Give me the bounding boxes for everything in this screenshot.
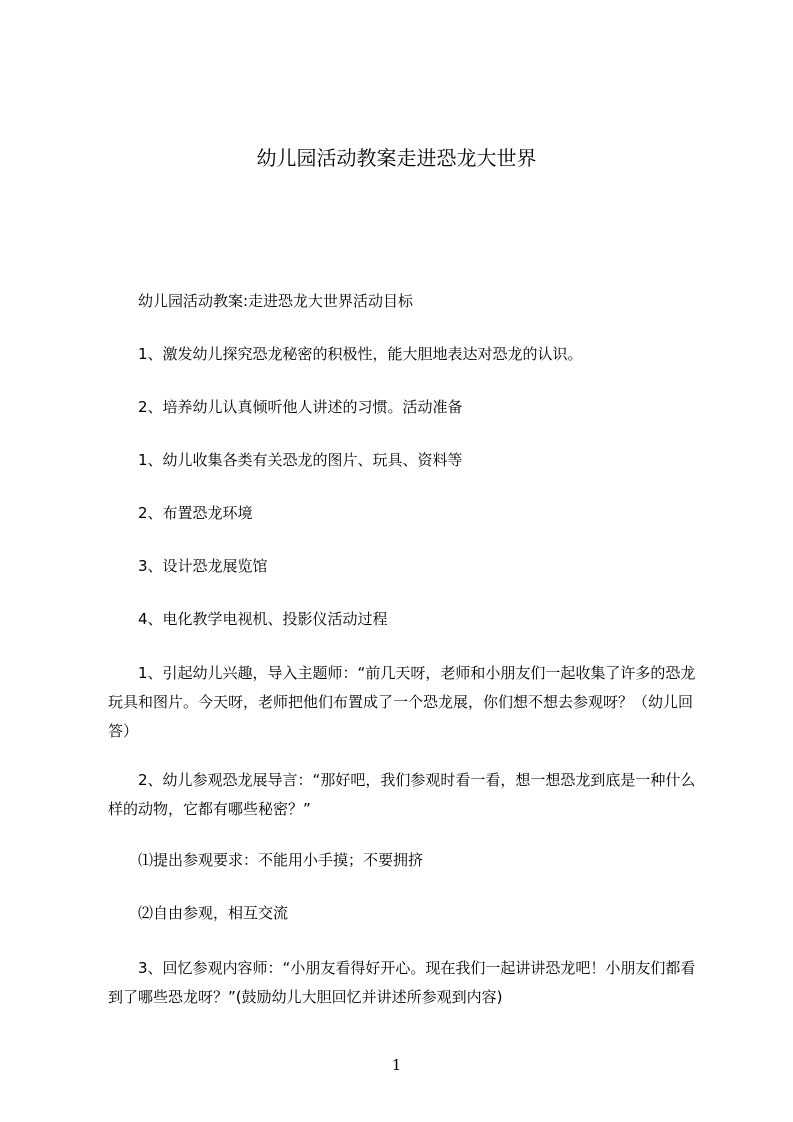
paragraph-prep-4: 4、电化教学电视机、投影仪活动过程: [138, 610, 388, 628]
paragraph-visit-rules: ⑴提出参观要求：不能用小手摸；不要拥挤: [138, 851, 424, 869]
paragraph-prep-2: 2、布置恐龙环境: [138, 504, 253, 522]
paragraph-objective-1: 1、激发幼儿探究恐龙秘密的积极性，能大胆地表达对恐龙的认识。: [138, 345, 583, 363]
paragraph-free-visit: ⑵自由参观，相互交流: [138, 904, 289, 922]
document-title: 幼儿园活动教案走进恐龙大世界: [256, 146, 537, 170]
paragraph-objectives-heading: 幼儿园活动教案:走进恐龙大世界活动目标: [138, 292, 414, 310]
paragraph-process-3: 3、回忆参观内容师：“小朋友看得好开心。现在我们一起讲讲恐龙吧！小朋友们都看到了哪些恐龙呀？”(鼓励幼儿大胆回忆并讲述所参观到内容): [108, 959, 696, 1006]
page-number: 1: [391, 1056, 402, 1074]
paragraph-prep-3: 3、设计恐龙展览馆: [138, 557, 268, 575]
paragraph-process-2: 2、幼儿参观恐龙展导言：“那好吧，我们参观时看一看，想一想恐龙到底是一种什么样的动物，它都有哪些秘密？”: [108, 771, 696, 818]
paragraph-prep-1: 1、幼儿收集各类有关恐龙的图片、玩具、资料等: [138, 451, 463, 469]
paragraph-process-1: 1、引起幼儿兴趣，导入主题师：“前几天呀，老师和小朋友们一起收集了许多的恐龙玩具和图片。今天呀，老师把他们布置成了一个恐龙展，你们想不想去参观呀？（幼儿回答）: [108, 664, 696, 740]
paragraph-objective-2: 2、培养幼儿认真倾听他人讲述的习惯。活动准备: [138, 398, 463, 416]
